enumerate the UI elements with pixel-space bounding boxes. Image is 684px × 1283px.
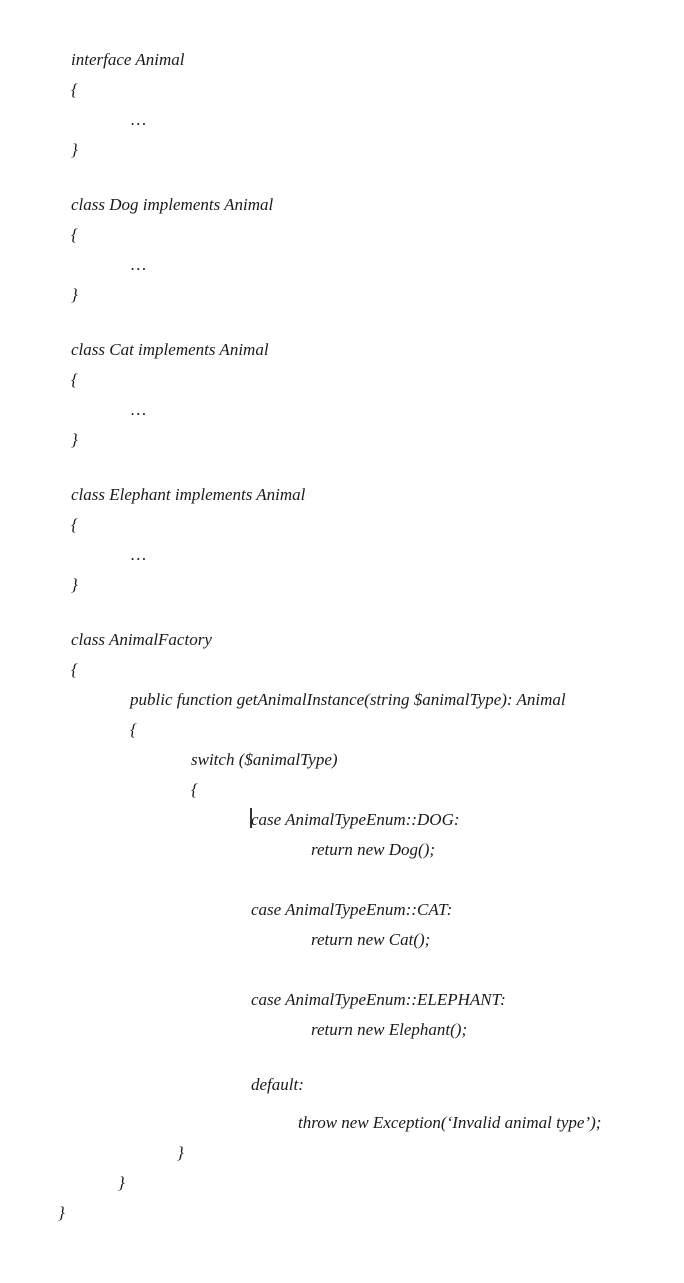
close-brace: } [118,1173,125,1192]
code-line-interface-animal: interface Animal [71,50,185,69]
ellipsis: … [131,110,147,129]
code-line-return-elephant: return new Elephant(); [311,1020,468,1039]
ellipsis: … [131,255,147,274]
code-line-default: default: [251,1075,304,1094]
close-brace: } [71,285,78,304]
code-line-case-cat: case AnimalTypeEnum::CAT: [251,900,453,919]
open-brace: { [71,515,78,534]
code-line-case-dog: case AnimalTypeEnum::DOG: [251,810,460,829]
close-brace: } [71,140,78,159]
code-line-case-elephant: case AnimalTypeEnum::ELEPHANT: [251,990,506,1009]
code-line-class-elephant: class Elephant implements Animal [71,485,306,504]
open-brace: { [71,370,78,389]
close-brace: } [177,1143,184,1162]
open-brace: { [130,720,137,739]
open-brace: { [71,225,78,244]
open-brace: { [191,780,198,799]
code-line-return-dog: return new Dog(); [311,840,436,859]
close-brace: } [71,430,78,449]
close-brace: } [71,575,78,594]
code-line-class-cat: class Cat implements Animal [71,340,269,359]
close-brace: } [58,1203,65,1222]
ellipsis: … [131,545,147,564]
ellipsis: … [131,400,147,419]
code-line-class-animal-factory: class AnimalFactory [71,630,212,649]
code-line-switch: switch ($animalType) [191,750,338,769]
code-line-class-dog: class Dog implements Animal [71,195,274,214]
open-brace: { [71,80,78,99]
open-brace: { [71,660,78,679]
code-line-return-cat: return new Cat(); [311,930,431,949]
code-line-function-signature: public function getAnimalInstance(string $animalType): Animal [130,690,566,709]
code-line-throw-exception: throw new Exception(‘Invalid animal type’); [298,1113,602,1132]
